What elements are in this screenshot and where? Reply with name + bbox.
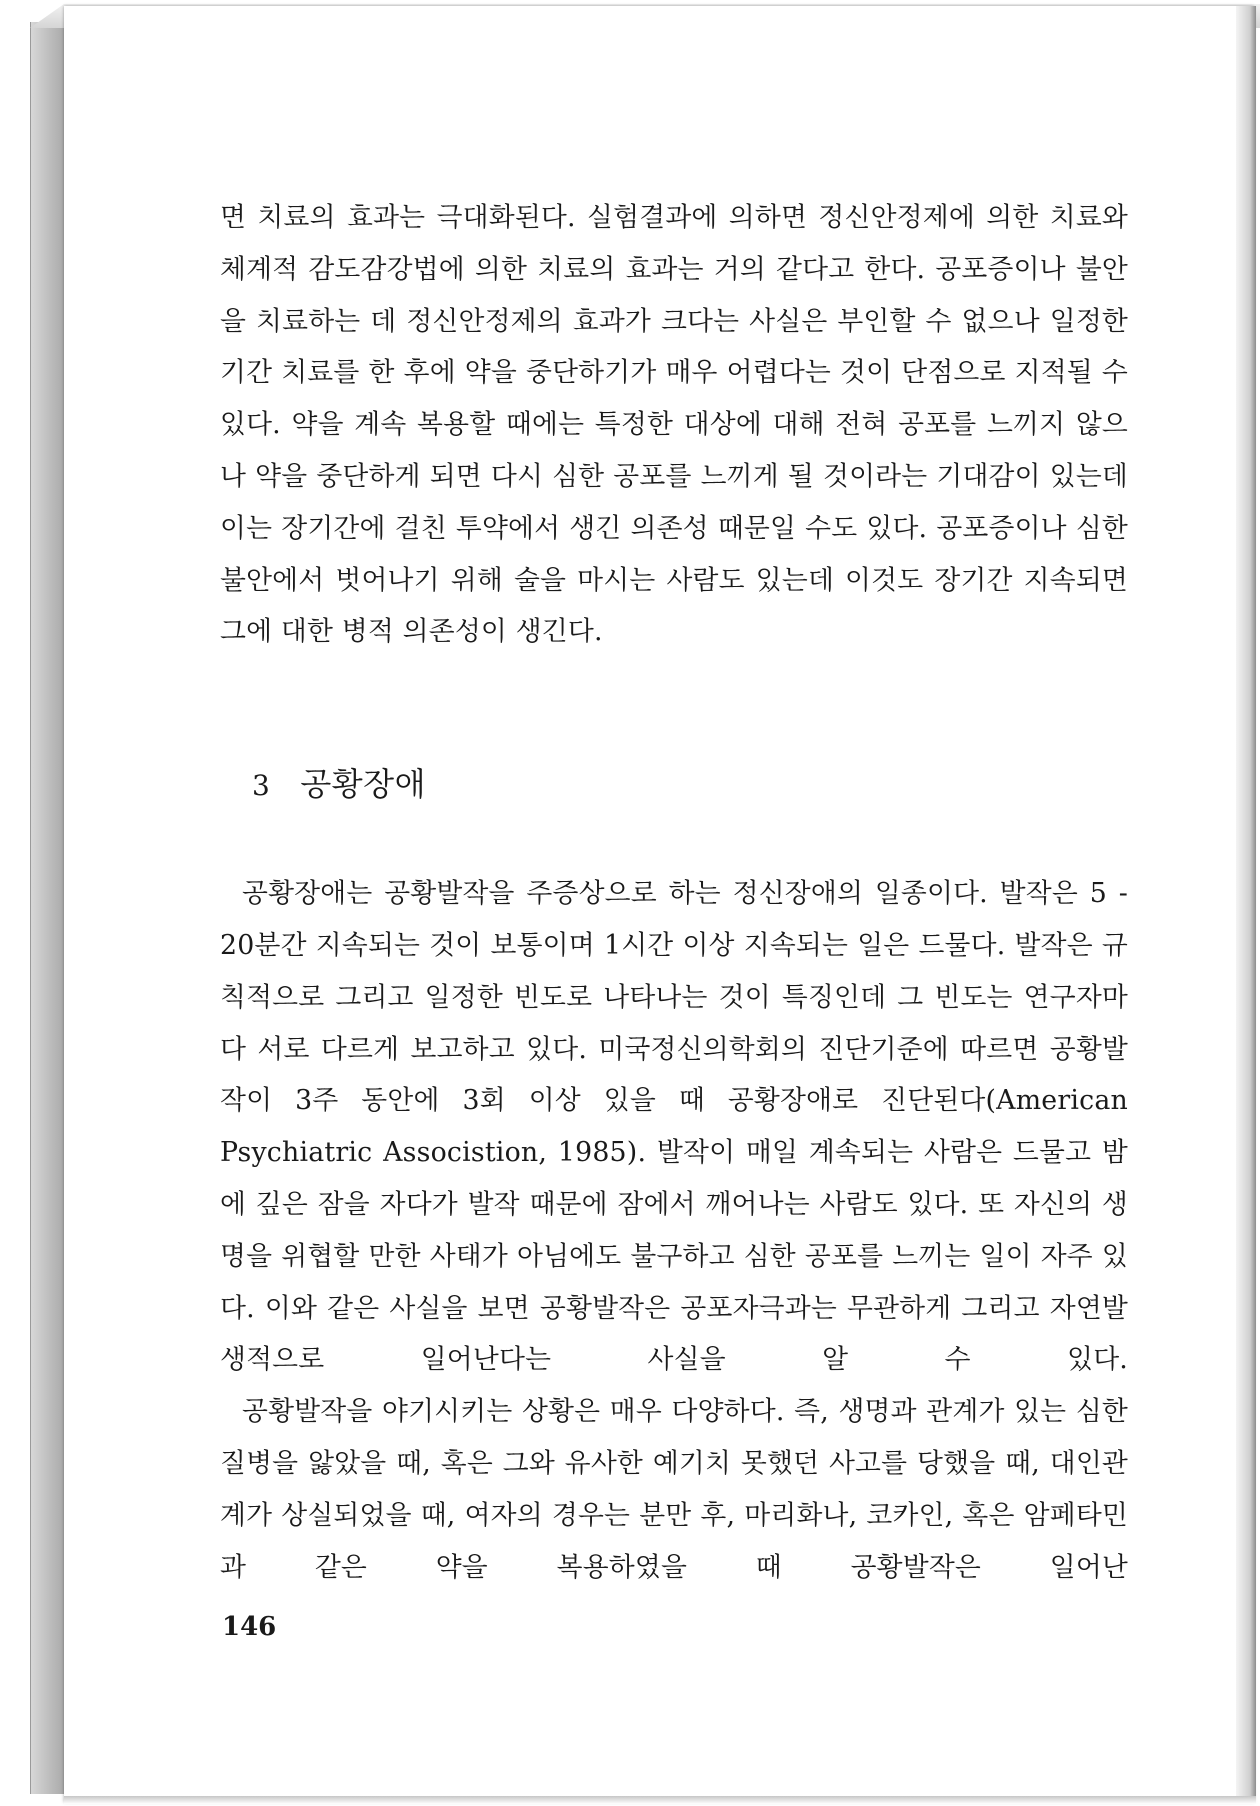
paragraph: 공황장애는 공황발작을 주증상으로 하는 정신장애의 일종이다. 발작은 5 - 20분간 지속되는 것이 보통이며 1시간 이상 지속되는 일은 드물다. 발작은 규칙적으로 그리고 일정한 빈도로 나타나는 것이 특징인데 그 빈도는 연구자마다 서로 다르게 보고하고 있다. 미국정신의학회의 진단기준에 따르면 공황발작이 3주 동안에 3회 이상 있을 때 공황장애로 진단된다(American Psychiatric Associstion, 1985). 발작이 매일 계속되는 사람은 드물고 밤에 깊은 잠을 자다가 발작 때문에 잠에서 깨어나는 사람도 있다. 또 자신의 생명을 위협할 만한 사태가 아님에도 불구하고 심한 공포를 느끼는 일이 자주 있다. 이와 같은 사실을 보면 공황발작은 공포자극과는 무관하게 그리고 자연발생적으로 일어난다는 사실을 알 수 있다. [220,878,1128,1376]
page-right-edge [1236,6,1256,1802]
paragraph-continuation: 면 치료의 효과는 극대화된다. 실험결과에 의하면 정신안정제에 의한 치료와 체계적 감도감강법에 의한 치료의 효과는 거의 같다고 한다. 공포증이나 불안을 치료하는 데 정신안정제의 효과가 크다는 사실은 부인할 수 없으나 일정한 기간 치료를 한 후에 약을 중단하기가 매우 어렵다는 것이 단점으로 지적될 수 있다. 약을 계속 복용할 때에는 특정한 대상에 대해 전혀 공포를 느끼지 않으나 약을 중단하게 되면 다시 심한 공포를 느끼게 될 것이라는 기대감이 있는데 이는 장기간에 걸친 투약에서 생긴 의존성 때문일 수도 있다. 공포증이나 심한 불안에서 벗어나기 위해 술을 마시는 사람도 있는데 이것도 장기간 지속되면 그에 대한 병적 의존성이 생긴다. [220,202,1128,648]
section-number: 3 [252,769,271,803]
section-heading [252,764,1128,806]
body-text [220,192,1128,1593]
section-title: 공황장애 [300,765,426,804]
page-bottom-shadow [64,1796,1256,1804]
page-spine [30,22,65,1794]
paragraph: 공황발작을 야기시키는 상황은 매우 다양하다. 즉, 생명과 관계가 있는 심한 질병을 앓았을 때, 혹은 그와 유사한 예기치 못했던 사고를 당했을 때, 대인관계가 상실되었을 때, 여자의 경우는 분만 후, 마리화나, 코카인, 혹은 암페타민과 같은 약을 복용하였을 때 공황발작은 일어난 [220,1396,1128,1583]
page-number: 146 [222,1612,277,1642]
